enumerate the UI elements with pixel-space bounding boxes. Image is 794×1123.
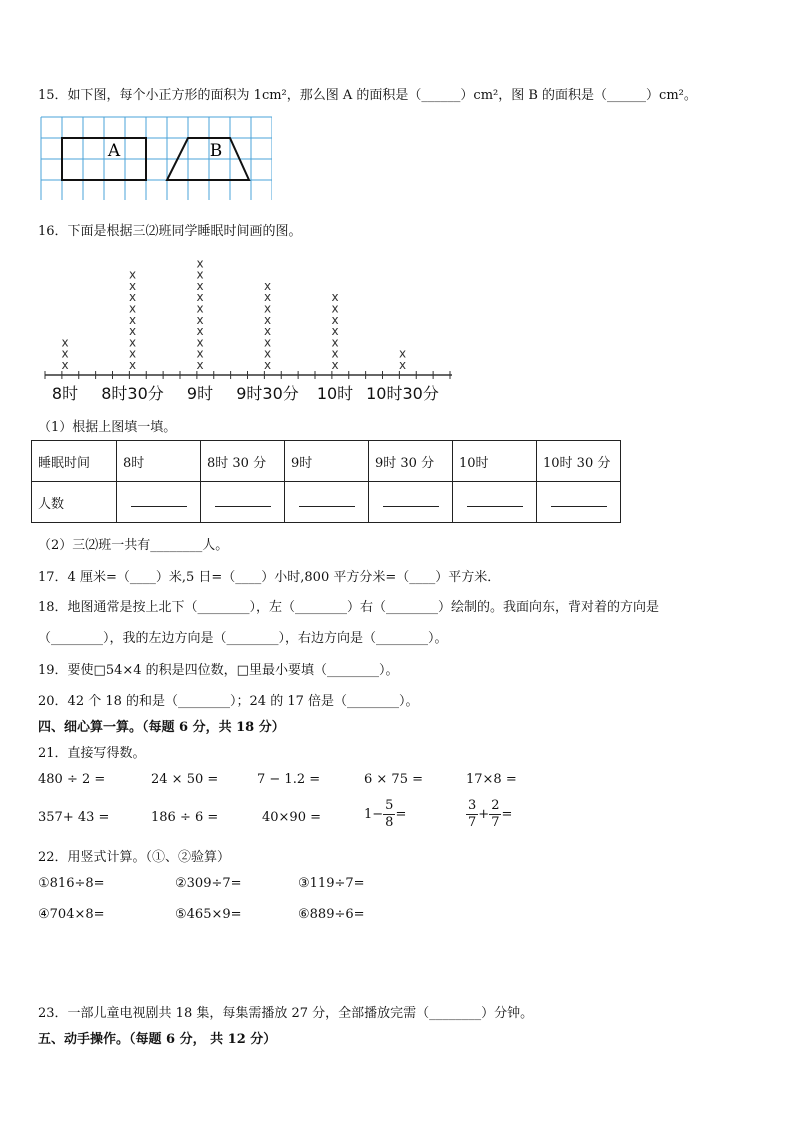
chart-mark-x: x [128,358,137,372]
q20-text: 20．42 个 18 的和是（________）；24 的 17 倍是（________）。 [38,694,419,709]
chart-mark-x: x [331,312,339,327]
chart-mark-x: x [263,290,272,305]
calc-item: 480 ÷ 2 = [38,772,106,787]
q22-text: 22．用竖式计算。（①、②验算） [38,850,231,865]
chart-mark-x: x [128,267,137,282]
axis-label: 8时 [51,384,79,403]
chart-mark-x: x [61,335,69,350]
chart-mark-x: x [196,267,204,282]
chart-mark-x: x [128,290,137,305]
chart-mark-x: x [196,290,204,305]
chart-mark-x: x [331,301,339,316]
section5-heading: 五、动手操作。（每题 6 分， 共 12 分） [38,1032,277,1047]
chart-mark-x: x [263,301,272,316]
answer-blank[interactable] [201,482,285,523]
chart-mark-x: x [398,358,407,372]
q15-text: 15．如下图，每个小正方形的面积为 1cm²，那么图 A 的面积是（______）cm²，图 B 的面积是（______）cm²。 [38,88,697,103]
table-row [32,441,621,482]
axis-label: 9时30分 [236,384,299,403]
q17-text: 17．4 厘米=（____）米,5 日=（____）小时,800 平方分米=（____）平方米． [38,570,501,585]
chart-mark-x: x [196,324,204,339]
chart-marks [61,256,406,372]
chart-mark-x: x [398,346,407,361]
q16-sub1: （1）根据上图填一填。 [38,420,177,435]
chart-mark-x: x [196,335,204,350]
q23-text: 23．一部儿童电视剧共 18 集，每集需播放 27 分，全部播放完需（________）分钟。 [38,1006,534,1021]
chart-mark-x: x [331,358,339,372]
label-b: B [209,141,223,161]
chart-mark-x: x [263,312,272,327]
label-a: A [107,141,121,161]
chart-mark-x: x [331,346,339,361]
chart-mark-x: x [263,358,272,372]
q19-text: 19．要使□54×4 的积是四位数，□里最小要填（________）。 [38,663,399,678]
vertical-calc-item: ⑤465×9= [175,907,242,922]
vertical-calc-item: ②309÷7= [175,876,242,891]
chart-mark-x: x [331,290,339,305]
chart-mark-x: x [263,335,272,350]
calc-item: 40×90 = [262,810,322,825]
vertical-calc-item: ③119÷7= [298,876,365,891]
answer-blank[interactable] [369,482,453,523]
sleep-table [31,440,621,523]
chart-mark-x: x [61,358,69,372]
chart-mark-x: x [128,278,137,293]
table-header-cell: 9时 30 分 [369,441,453,482]
fraction-calc-1: 1− $\frac{5}{8}$ = [364,798,407,830]
fraction-calc-2: $\frac{3}{7}$ + $\frac{2}{7}$ = [468,798,513,830]
vertical-calc-item: ①816÷8= [38,876,105,891]
chart-mark-x: x [128,301,137,316]
sleep-chart [40,245,460,405]
table-header-cell: 8时 [117,441,201,482]
axis-label: 10时 [316,384,354,403]
answer-blank[interactable] [537,482,621,523]
chart-mark-x: x [263,278,272,293]
answer-blank[interactable] [453,482,537,523]
table-header-cell: 10时 30 分 [537,441,621,482]
grid-figure [40,116,272,200]
chart-mark-x: x [61,346,69,361]
axis-label: 8时30分 [101,384,164,403]
calc-item: 24 × 50 = [151,772,219,787]
q18-line1: 18．地图通常是按上北下（________），左（________）右（________）绘制的。我面向东，背对着的方向是 [38,600,660,615]
section4-heading: 四、细心算一算。（每题 6 分，共 18 分） [38,720,285,735]
grid-lines [41,117,272,200]
chart-mark-x: x [128,346,137,361]
chart-mark-x: x [128,312,137,327]
chart-mark-x: x [196,256,204,271]
chart-mark-x: x [196,278,204,293]
calc-item: 17×8 = [466,772,517,787]
axis-label: 9时 [186,384,214,403]
axis-labels [52,384,439,403]
q16-sub2: （2）三⑵班一共有________人。 [38,538,229,553]
axis-label: 10时30分 [366,384,439,403]
calc-item: 357+ 43 = [38,810,110,825]
answer-blank[interactable] [117,482,201,523]
table-header-cell: 10时 [453,441,537,482]
q18-line2: （________），我的左边方向是（________），右边方向是（________）。 [38,631,448,646]
vertical-calc-item: ⑥889÷6= [298,907,365,922]
calc-item: 7 − 1.2 = [257,772,321,787]
answer-blank[interactable] [285,482,369,523]
chart-mark-x: x [196,312,204,327]
chart-mark-x: x [128,335,137,350]
table-row-label: 人数 [32,482,117,523]
chart-mark-x: x [196,346,204,361]
calc-item: 186 ÷ 6 = [151,810,219,825]
chart-mark-x: x [263,324,272,339]
table-header-cell: 8时 30 分 [201,441,285,482]
chart-mark-x: x [263,346,272,361]
table-row [32,482,621,523]
chart-mark-x: x [331,335,339,350]
chart-mark-x: x [196,301,204,316]
table-header-cell: 睡眠时间 [32,441,117,482]
chart-mark-x: x [128,324,137,339]
table-header-cell: 9时 [285,441,369,482]
q21-text: 21．直接写得数。 [38,746,146,761]
calc-item: 6 × 75 = [364,772,423,787]
vertical-calc-item: ④704×8= [38,907,105,922]
chart-mark-x: x [331,324,339,339]
q16-text: 16．下面是根据三⑵班同学睡眠时间画的图。 [38,224,302,239]
chart-mark-x: x [196,358,204,372]
